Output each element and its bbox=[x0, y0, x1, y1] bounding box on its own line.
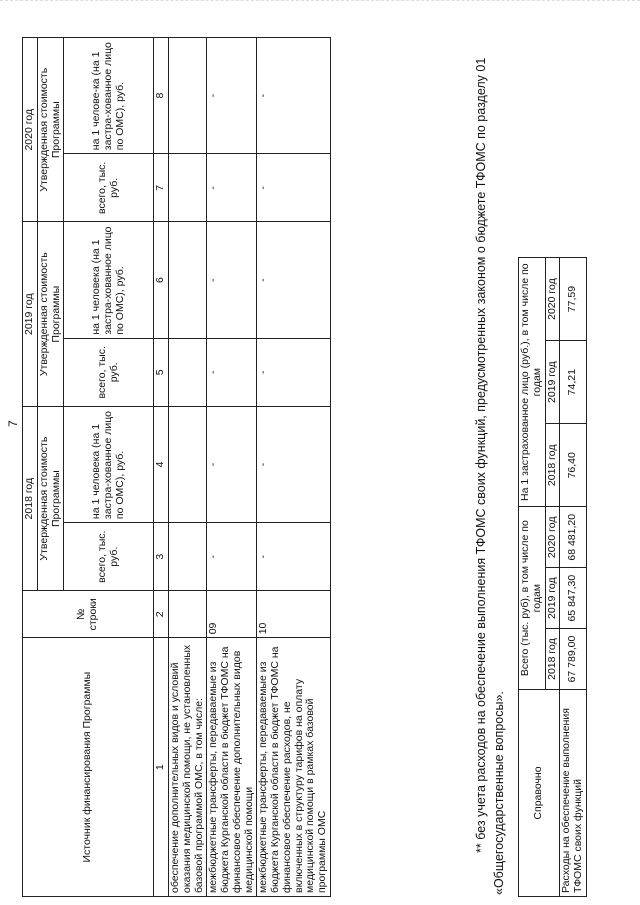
reference-year: 2018 год bbox=[545, 629, 560, 690]
row-number: 09 bbox=[207, 591, 257, 638]
row-value bbox=[169, 38, 207, 154]
header-source: Источник финансирования Программы bbox=[23, 638, 154, 897]
table-row bbox=[257, 38, 331, 897]
program-financing-table bbox=[22, 37, 331, 897]
reference-year: 2020 год bbox=[545, 507, 560, 568]
row-value: - bbox=[207, 154, 257, 222]
reference-year: 2019 год bbox=[545, 568, 560, 629]
row-value bbox=[169, 406, 207, 522]
reference-table bbox=[518, 257, 587, 897]
header-per-person-2020: на 1 челове-ка (на 1 застра-хованное лицо по ОМС), руб. bbox=[64, 38, 154, 154]
row-value: - bbox=[257, 338, 331, 406]
row-number bbox=[169, 591, 207, 638]
col-number: 1 bbox=[154, 638, 169, 897]
header-year-2019: 2019 год bbox=[23, 222, 38, 406]
header-per-person-2019: на 1 человека (на 1 застра-хованное лицо по ОМС), руб. bbox=[64, 222, 154, 338]
row-number: 10 bbox=[257, 591, 331, 638]
header-approved-2019: Утвержденная стоимость Программы bbox=[37, 222, 64, 406]
reference-per-person-header: На 1 застрахованное лицо (руб.), в том числе по годам bbox=[519, 258, 546, 507]
row-source: обеспечение дополнительных видов и условий оказания медицинской помощи, не установленных базовой программой ОМС, в том числе: bbox=[169, 638, 207, 897]
reference-year: 2018 год bbox=[545, 424, 560, 507]
row-source: межбюджетные трансферты, передаваемые из бюджета Курганской области в бюджет ТФОМС на финансовое обеспечение расходов, не включенных в структуру тарифов на оплату медицинской помощи в рамках базовой программы ОМС bbox=[257, 638, 331, 897]
col-number: 2 bbox=[154, 591, 169, 638]
row-value bbox=[169, 154, 207, 222]
reference-year: 2020 год bbox=[545, 258, 560, 341]
col-number: 3 bbox=[154, 523, 169, 591]
row-value: - bbox=[207, 406, 257, 522]
row-value bbox=[169, 222, 207, 338]
col-number: 4 bbox=[154, 406, 169, 522]
reference-header-row bbox=[519, 258, 546, 897]
reference-year: 2019 год bbox=[545, 341, 560, 424]
column-numbers-row bbox=[154, 38, 169, 897]
header-year-2020: 2020 год bbox=[23, 38, 38, 222]
header-approved-2018: Утвержденная стоимость Программы bbox=[37, 406, 64, 590]
reference-value: 65 847,30 bbox=[560, 568, 587, 629]
col-number: 8 bbox=[154, 38, 169, 154]
row-value: - bbox=[207, 338, 257, 406]
col-number: 6 bbox=[154, 222, 169, 338]
row-value: - bbox=[207, 222, 257, 338]
reference-row-label: Расходы на обеспечение выполнения ТФОМС своих функций bbox=[560, 690, 587, 897]
reference-value: 67 789,00 bbox=[560, 629, 587, 690]
table-row bbox=[560, 258, 587, 897]
row-value: - bbox=[257, 406, 331, 522]
table-row bbox=[169, 38, 207, 897]
header-year-2018: 2018 год bbox=[23, 406, 38, 590]
reference-value: 68 481,20 bbox=[560, 507, 587, 568]
reference-label-header: Справочно bbox=[519, 690, 560, 897]
row-value bbox=[169, 523, 207, 591]
page-number: 7 bbox=[6, 420, 20, 427]
header-total-2018: всего, тыс. руб. bbox=[64, 523, 154, 591]
header-approved-2020: Утвержденная стоимость Программы bbox=[37, 38, 64, 222]
row-value: - bbox=[207, 523, 257, 591]
reference-value: 76,40 bbox=[560, 424, 587, 507]
row-source: межбюджетные трансферты, передаваемые из бюджета Курганской области в бюджет ТФОМС на финансовое обеспечение дополнительных видов медицинской помощи bbox=[207, 638, 257, 897]
row-value: - bbox=[207, 38, 257, 154]
col-number: 5 bbox=[154, 338, 169, 406]
header-total-2020: всего, тыс. руб. bbox=[64, 154, 154, 222]
table-row bbox=[207, 38, 257, 897]
row-value: - bbox=[257, 523, 331, 591]
col-number: 7 bbox=[154, 154, 169, 222]
footnote: ** без учета расходов на обеспечение выполнения ТФОМС своих функций, предусмотренных законом о бюджете ТФОМС по разделу 01 «Общегосударственные вопросы». bbox=[474, 57, 507, 895]
row-value: - bbox=[257, 38, 331, 154]
header-total-2019: всего, тыс. руб. bbox=[64, 338, 154, 406]
row-value: - bbox=[257, 154, 331, 222]
reference-total-header: Всего (тыс. руб), в том числе по годам bbox=[519, 507, 546, 690]
header-per-person-2018: на 1 человека (на 1 застра-хованное лицо по ОМС), руб. bbox=[64, 406, 154, 522]
row-value: - bbox=[257, 222, 331, 338]
reference-value: 74,21 bbox=[560, 341, 587, 424]
header-row-no: № строки bbox=[23, 591, 154, 638]
row-value bbox=[169, 338, 207, 406]
table-header-row bbox=[23, 38, 38, 897]
reference-value: 77,59 bbox=[560, 258, 587, 341]
